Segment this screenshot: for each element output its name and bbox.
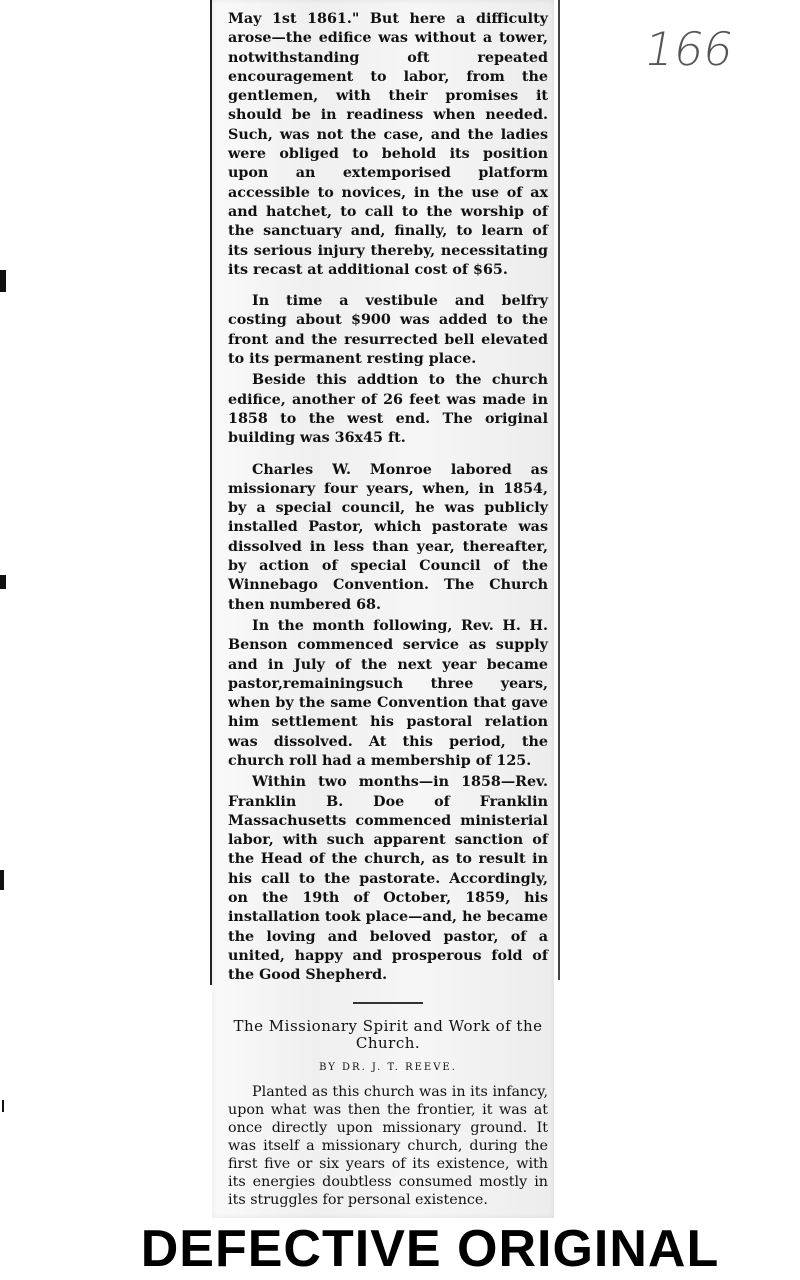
article-byline: BY DR. J. T. REEVE. [319, 1061, 457, 1073]
defective-original-stamp: DEFECTIVE ORIGINAL [140, 1220, 720, 1278]
paragraph: In time a vestibule and belfry costing about $900 was added to the front and the resurrected bell elevated to its permanent resting place. [228, 293, 548, 368]
margin-mark-4 [2, 1100, 4, 1112]
clipping-border-right [558, 0, 560, 980]
article-body: Planted as this church was in its infancy, upon what was then the frontier, it was at once directly upon missionary ground. It was itself a missionary church, during the first five or six years of its existence, with its energies doubtless consumed mostly in its struggles for personal existence. [228, 1083, 548, 1208]
paragraph: Charles W. Monroe labored as missionary four years, when, in 1854, by a special council, he was publicly installed Pastor, which pastorate was dissolved in less than year, thereafter, by action of special Council of the Winnebago Convention. The Church then numbered 68. [228, 461, 548, 613]
clipping-border-left [210, 0, 212, 985]
paragraph: In the month following, Rev. H. H. Benson commenced service as supply and in July of the next year became pastor,remainingsuch three years, when by the same Convention that gave him settlement his pastoral relation was dissolved. At this period, the church roll had a membership of 125. [228, 617, 548, 769]
margin-mark-3 [0, 870, 4, 890]
page-number: 166 [640, 22, 738, 76]
margin-mark-1 [0, 270, 6, 292]
article-title: The Missionary Spirit and Work of the Church. [233, 1016, 543, 1052]
section-divider [353, 1002, 423, 1004]
text-column [228, 10, 548, 1221]
paragraph: May 1st 1861." But here a difficulty arose—the edifice was without a tower, notwithstanding oft repeated encouragement to labor, from the gentlemen, with their promises it should be in readiness when needed. Such, was not the case, and the ladies were obliged to behold its position upon an extemporised platform accessible to novices, in the use of ax and hatchet, to call to the worship of the sanctuary and, finally, to learn of its serious injury thereby, necessitating its recast at additional cost of $65. [228, 11, 548, 278]
paragraph: Beside this addtion to the church edifice, another of 26 feet was made in 1858 to the west end. The original building was 36x45 ft. [228, 372, 548, 447]
margin-mark-2 [0, 575, 6, 589]
paragraph: Within two months—in 1858—Rev. Franklin B. Doe of Franklin Massachusetts commenced ministerial labor, with such apparent sanction of the Head of the church, as to result in his call to the pastorate. Accordingly, on the 19th of October, 1859, his installation took place—and, he became the loving and beloved pastor, of a united, happy and prosperous fold of the Good Shepherd. [228, 774, 548, 984]
